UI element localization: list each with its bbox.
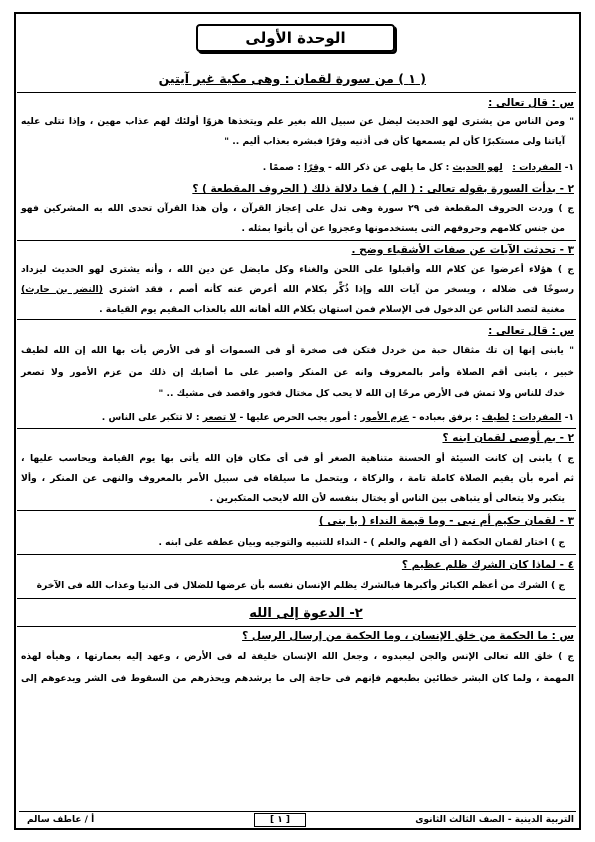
question-2-sub-4 bbox=[402, 559, 574, 571]
vocab-definition: : أمور يجب الحرص عليها - bbox=[239, 412, 358, 423]
divider bbox=[17, 319, 576, 320]
sub-number: ٤ - bbox=[559, 559, 574, 571]
divider bbox=[17, 510, 576, 511]
vocab-definition: : برفق بعباده - bbox=[412, 412, 479, 423]
vocab-term: وقرًا bbox=[304, 162, 325, 173]
answer-line: ج ) الشرك من أعظم الكبائر وأكبرها فبالشرك يظلم الإنسان نفسه بأن عرضها للضلال فى الدنيا وعذاب الله فى الآخرة bbox=[36, 580, 565, 591]
question-2-verse-line-2: خبير ، يابنى أقم الصلاة وأمر بالمعروف وانه عن المنكر واصبر على ما أصابك إن ذلك من عزم الأمور ولا تصعر bbox=[21, 367, 574, 378]
answer-line: ثم أمره بأن يقيم الصلاة كاملة تامة ، والزكاة ، ويتحمل ما سيلقاه فى سبيل الأمر بالمعروف والنهى عن المنكر ، وألا bbox=[21, 473, 574, 484]
answer-line: ج ) هؤلاء أعرضوا عن كلام الله وأقبلوا على اللحن والغناء وكل مايضل عن دين الله ، وأنه يشترى لهو الحديث ليزداد bbox=[21, 264, 574, 275]
question-1-vocabulary bbox=[263, 163, 574, 172]
sub-question: لقمان حكيم أم نبى - وما قيمة النداء ( يا بنى ) bbox=[318, 515, 556, 527]
highlighted-name: (النضر بن حارث) bbox=[21, 284, 103, 295]
answer-line: مغنية لتصد الناس عن الدخول فى الإسلام فمن استهان بكلام الله أهانه الله بالعذاب المقيم يوم القيامة . bbox=[99, 304, 565, 315]
unit-title: الوحدة الأولى bbox=[196, 24, 395, 52]
vocab-label: المفردات : bbox=[512, 412, 562, 423]
question-2-vocabulary bbox=[102, 413, 574, 422]
divider bbox=[17, 428, 576, 429]
question-1-heading: س : قال تعالى : bbox=[488, 97, 574, 109]
sub-question: بدأت السورة بقوله تعالى : ( الم ) فما دلالة ذلك ( الحروف المقطعة ) ؟ bbox=[192, 183, 556, 195]
question-1-sub-3 bbox=[352, 244, 574, 256]
question-3-heading: س : ما الحكمة من خلق الإنسان ، وما الحكمة من إرسال الرسل ؟ bbox=[242, 630, 574, 642]
vocab-label: المفردات : bbox=[512, 162, 562, 173]
divider bbox=[17, 554, 576, 555]
lesson-title: ( ١ ) من سورة لقمان : وهى مكية غير آيتين bbox=[158, 71, 426, 86]
vocab-term: لا تصعر bbox=[202, 412, 237, 423]
vocab-number: ١- bbox=[564, 412, 574, 423]
answer-line: ج ) يابنى إن كانت السيئة أو الحسنة متناهية الصغر أو فى أى مكان فإن الله يأتى بها يوم القيامة ويحاسب عليها ، bbox=[21, 453, 574, 464]
vocab-definition: : صممًا . bbox=[262, 162, 301, 173]
question-2-sub-2 bbox=[442, 432, 574, 444]
vocab-number: ١- bbox=[564, 162, 574, 173]
vocab-term: لطيف bbox=[482, 412, 510, 423]
question-2-sub-3 bbox=[319, 515, 574, 527]
answer-line: رسوخًا فى ضلاله ، ويسخر من آيات الله وإذا ذُكِّر بكلام الله أعرض عنه كأنه أصم ، فقد اشترى (النضر بن حارث) bbox=[21, 284, 574, 295]
answer-line: المهمة ، ولما كان البشر خطائين بطبعهم فإنهم فى حاجة إلى ما يرشدهم ويحذرهم من السقوط فى الشر ويدعوهم إلى bbox=[21, 673, 574, 684]
vocab-term: عزم الأمور bbox=[360, 412, 410, 423]
sub-question: بم أوصى لقمان ابنه ؟ bbox=[442, 432, 556, 444]
worksheet-page bbox=[14, 12, 581, 830]
question-1-verse-line-1: " ومن الناس من يشترى لهو الحديث ليضل عن سبيل الله بغير علم ويتخذها هزوًا أولئك لهم عذاب مهين ، وإذا تتلى عليه bbox=[21, 116, 574, 127]
divider bbox=[17, 92, 576, 93]
answer-line: من جنس كلامهم وحروفهم التى يستخدمونها وعجزوا عن أن يأتوا بمثله . bbox=[241, 223, 565, 234]
page-footer bbox=[19, 811, 576, 828]
question-2-heading: س : قال تعالى : bbox=[488, 325, 574, 337]
page-number: [ ١ ] bbox=[254, 813, 306, 827]
answer-line: ج ) وردت الحروف المقطعة فى ٢٩ سورة وهى تدل على إعجاز القرآن ، وأن هذا القرآن تحدى الله به المشركين فهو bbox=[21, 203, 574, 214]
question-2-verse-line-1: " يابنى إنها إن تك مثقال حبة من خردل فتكن فى صخرة أو فى السموات أو فى الأرض يأت بها الله إن الله لطيف bbox=[21, 345, 574, 356]
footer-subject: التربية الدينية - الصف الثالث الثانوى bbox=[415, 815, 574, 825]
sub-question: تحدثت الآيات عن صفات الأشقياء وضح . bbox=[351, 244, 556, 256]
sub-number: ٣ - bbox=[559, 515, 574, 527]
sub-number: ٣ - bbox=[559, 244, 574, 256]
answer-line: ج ) اختار لقمان الحكمة ( أى الفهم والعلم ) - النداء للتنبيه والتوجيه وبيان عطفه على ابنه . bbox=[158, 537, 565, 548]
divider bbox=[17, 626, 576, 627]
sub-question: لماذا كان الشرك ظلم عظيم ؟ bbox=[401, 559, 556, 571]
answer-line: ج ) خلق الله تعالى الإنس والجن ليعبدوه ، وجعل الله الإنسان خليفة له فى الأرض ، وعهد إليه بعمارتها ، وهيأه لهذه bbox=[21, 651, 574, 662]
question-1-sub-2 bbox=[192, 183, 574, 195]
answer-line: يتكبر ولا يتعالى أو يتباهى بين الناس أو يختال بنفسه لأن الله لايحب المتكبرين . bbox=[209, 493, 565, 504]
question-1-verse-line-2: آياتنا ولى مستكبرًا كأن لم يسمعها كأن فى أذنيه وقرًا فبشره بعذاب أليم .. " bbox=[224, 136, 565, 147]
section-title: ٢- الدعوة إلى الله bbox=[249, 606, 363, 621]
vocab-term: لهو الحديث bbox=[452, 162, 503, 173]
sub-number: ٢ - bbox=[559, 432, 574, 444]
sub-number: ٢ - bbox=[559, 183, 574, 195]
divider bbox=[17, 598, 576, 599]
vocab-definition: : كل ما يلهى عن ذكر الله - bbox=[327, 162, 450, 173]
question-2-verse-line-3: خدك للناس ولا تمش فى الأرض مرحًا إن الله لا يحب كل مختال فخور واقصد فى مشيك .. " bbox=[158, 388, 565, 399]
vocab-definition: : لا تتكبر على الناس . bbox=[101, 412, 200, 423]
divider bbox=[17, 240, 576, 241]
footer-teacher: أ / عاطف سالم bbox=[27, 815, 95, 825]
